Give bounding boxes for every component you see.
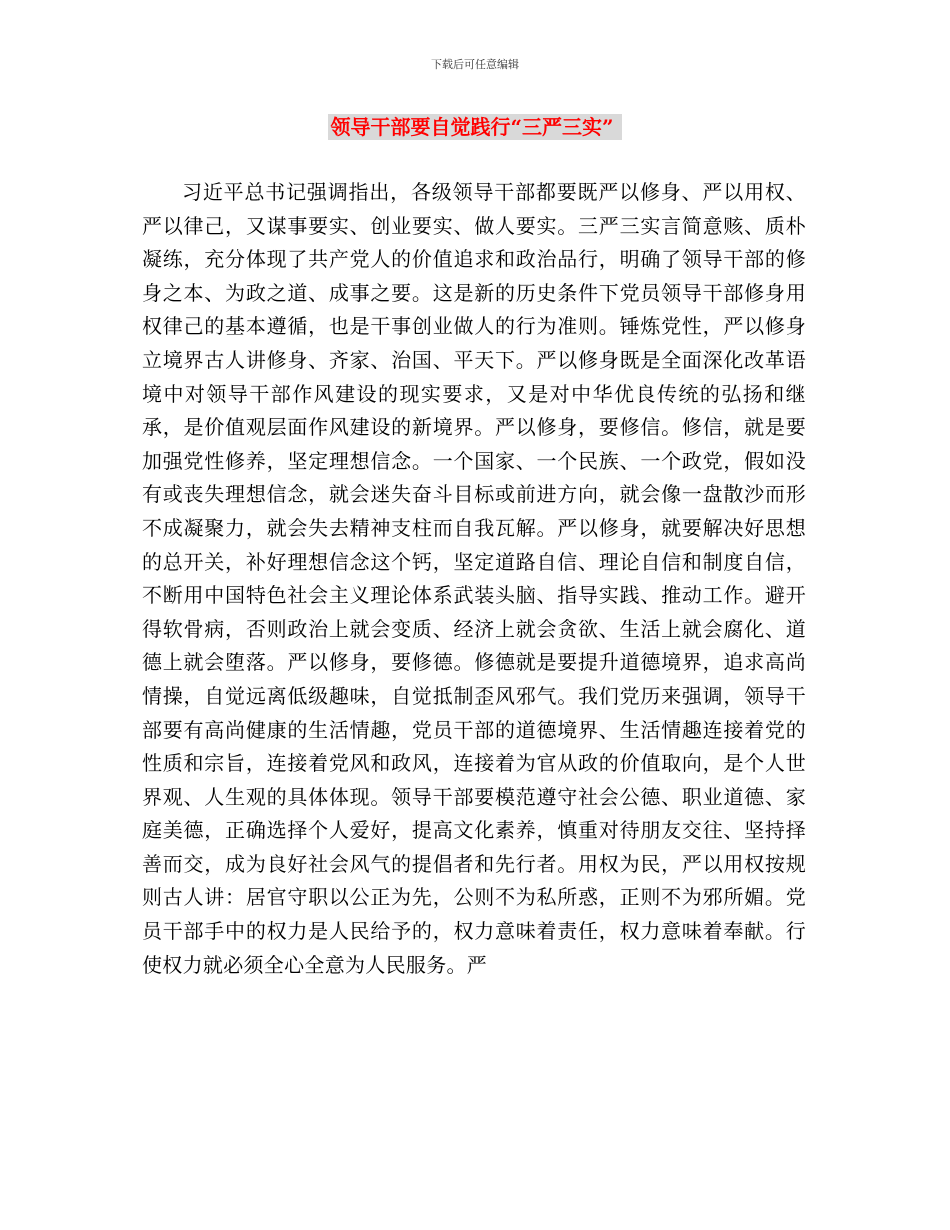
title-container — [0, 114, 950, 140]
body-paragraph: 习近平总书记强调指出，各级领导干部都要既严以修身、严以用权、严以律己，又谋事要实、创业要实、做人要实。三严三实言简意赅、质朴凝练，充分体现了共产党人的价值追求和政治品行，明确了领导干部的修身之本、为政之道、成事之要。这是新的历史条件下党员领导干部修身用权律己的基本遵循，也是干事创业做人的行为准则。锤炼党性，严以修身立境界古人讲修身、齐家、治国、平天下。严以修身既是全面深化改革语境中对领导干部作风建设的现实要求，又是对中华优良传统的弘扬和继承，是价值观层面作风建设的新境界。严以修身，要修信。修信，就是要加强党性修养，坚定理想信念。一个国家、一个民族、一个政党，假如没有或丧失理想信念，就会迷失奋斗目标或前进方向，就会像一盘散沙而形不成凝聚力，就会失去精神支柱而自我瓦解。严以修身，就要解决好思想的总开关，补好理想信念这个钙，坚定道路自信、理论自信和制度自信，不断用中国特色社会主义理论体系武装头脑、指导实践、推动工作。避开得软骨病，否则政治上就会变质、经济上就会贪欲、生活上就会腐化、道德上就会堕落。严以修身，要修德。修德就是要提升道德境界，追求高尚情操，自觉远离低级趣味，自觉抵制歪风邪气。我们党历来强调，领导干部要有高尚健康的生活情趣，党员干部的道德境界、生活情趣连接着党的性质和宗旨，连接着党风和政风，连接着为官从政的价值取向，是个人世界观、人生观的具体体现。领导干部要模范遵守社会公德、职业道德、家庭美德，正确选择个人爱好，提高文化素养，慎重对待朋友交往、坚持择善而交，成为良好社会风气的提倡者和先行者。用权为民，严以用权按规则古人讲：居官守职以公正为先，公则不为私所惑，正则不为邪所媚。党员干部手中的权力是人民给予的，权力意味着责任，权力意味着奉献。行使权力就必须全心全意为人民服务。严 — [142, 180, 806, 977]
header-note: 下载后可任意编辑 — [431, 58, 519, 71]
document-title: 领导干部要自觉践行“三严三实” — [328, 114, 621, 140]
